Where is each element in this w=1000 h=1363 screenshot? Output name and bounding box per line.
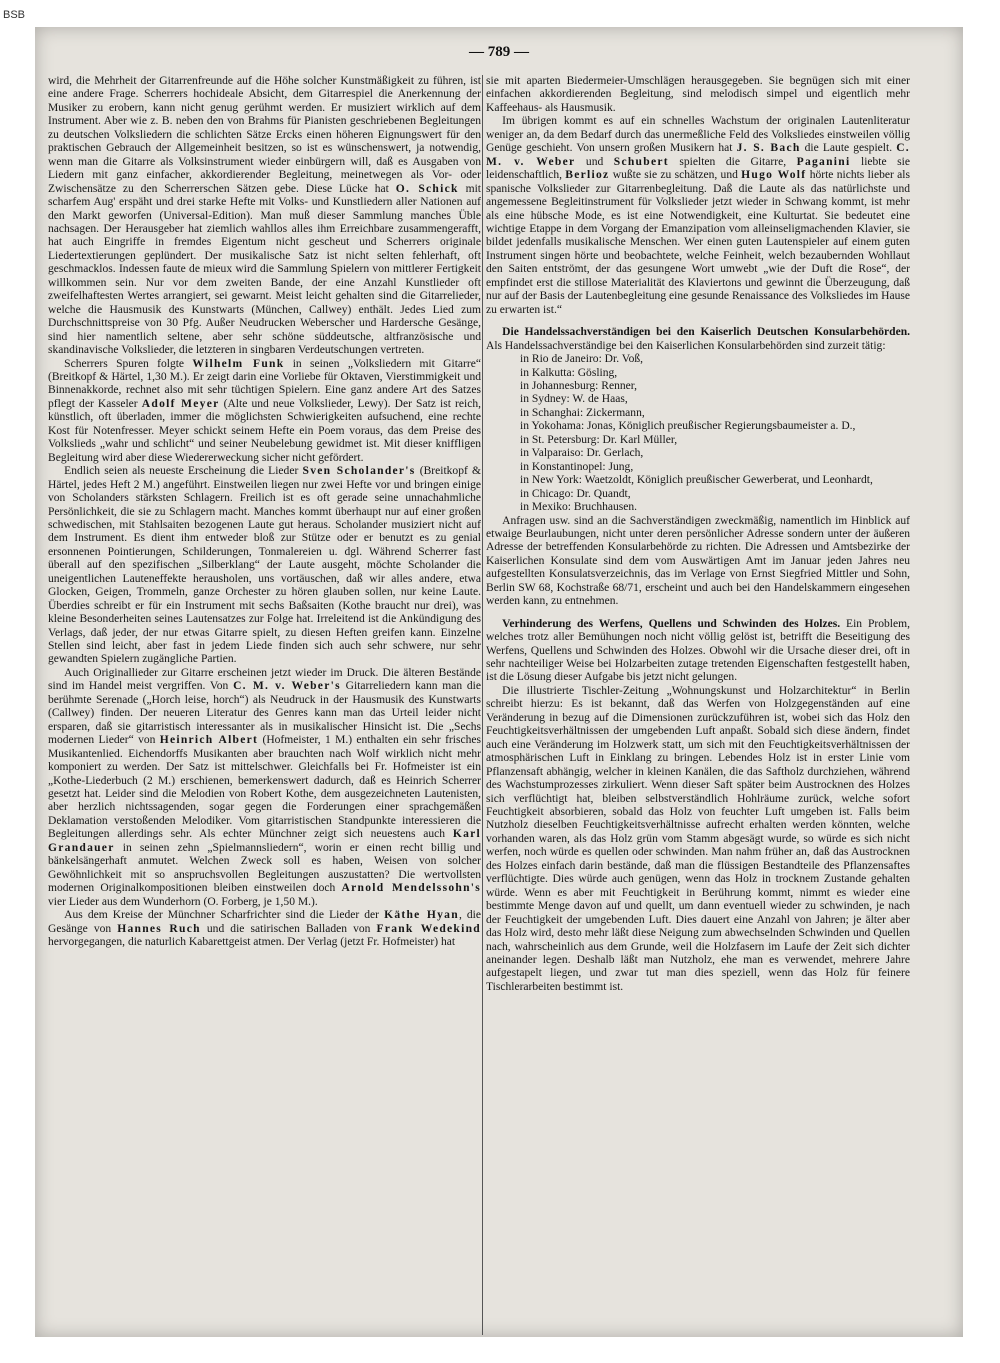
right-column — [486, 75, 910, 994]
column-rule — [482, 75, 483, 1335]
list-item: in Sydney: W. de Haas, — [520, 393, 628, 406]
list-item: in Schanghai: Zickermann, — [520, 406, 645, 419]
paragraph: Endlich seien als neueste Erscheinung die Lieder Sven Scholander's (Breitkopf & Härtel, jedes Heft 2 M.) angeführt. Einstweilen liegen nur zwei Hefte vor und bringen einige von Scholanders stärksten Schlagern. Freilich ist es oft gerade seine unnachahmliche Persönlichkeit, die sie zu Schlagern macht. Manches kommt überhaupt nur auf einer großen schwedischen, mit Stahlsaiten bezogenen Laute gut heraus. Scholander musiziert nicht auf dem Instrument. Es dient ihm entweder bloß zur Stütze oder er benutzt es zu genial ersonnenen Pointierungen, Schilderungen, Tonmalereien u. dgl. Während Scherrer fast überall auf den spezifischen „Silberklang“ der Laute ausgeht, möchte Scholander die uneigentlichen Lauteneffekte herausholen, uns vortäuschen, daß wir alles andere, etwa Glocken, Geigen, Trommeln, ganze Orchester zu hören glauben sollen, nur keine Laute. Überdies schreibt er für ein Instrument mit sechs Baßsaiten (Kothe braucht nur drei), was kleine Besonderheiten seines Lautensatzes zur Folge hat. Irreleitend ist die Ankündigung des Verlags, daß jeder, der nur etwas Gitarre spielt, zu diesen Heften greifen kann. Einzelne Stellen sind leicht, aber fast in jedem Liede finden sich auch sehr schwere, nur sehr gewandten Spielern zugängliche Partien. — [48, 465, 481, 666]
paragraph: Anfragen usw. sind an die Sachverständigen zweckmäßig, namentlich im Hinblick auf etwaige Beurlaubungen, nicht unter deren persönlicher Adresse sondern unter der äußeren Adresse der betreffenden Konsularbehörde zu richten. Die Adressen und Amtsbezirke der Kaiserlichen Konsulate sind dem vom Auswärtigen Amt im Januar jeden Jahres neu aufgestellten Konsulatsverzeichnis, das im Verlage von Ernst Siegfried Mittler und Sohn, Berlin SW 68, Kochstraße 68/71, erscheint und auch bei den Handelskammern eingesehen werden kann, zu entnehmen. — [486, 514, 910, 608]
paragraph: Scherrers Spuren folgte Wilhelm Funk in seinen „Volksliedern mit Gitarre“ (Breitkopf & Härtel, 1,30 M.). Er zeigt darin eine Vorliebe für Oktaven, Vierstimmigkeit und Binnenakkorde, rechnet also mit sehr tüchtigen Spielern. Eine ganz andere Art des Satzes pflegt der Kasseler Adolf Meyer (Alte und neue Volkslieder, Lewy). Der Satz ist reich, künstlich, oft überladen, immer die möglichsten Schwierigkeiten aufsuchend, eine rechte Kost für Notenfresser. Meyer schickt seinem Hefte ein Poem voraus, das dem Preise des Volkslieds „wahr und schlicht“ und seiner Neubelebung gewidmet ist. Mit dieser kniffligen Begleitung wird aber diese Wiedererweckung sicher nicht gefördert. — [48, 357, 482, 464]
left-column — [48, 75, 481, 949]
section-heading: Verhinderung des Werfens, Quellens und Schwinden des Holzes. — [502, 617, 841, 630]
paragraph: sie mit aparten Biedermeier-Umschlägen herausgegeben. Sie begnügen sich mit einer einfachen akkordierenden Begleitung, sind melodisch simpel und eigentlich mehr Kaffeehaus- als Hausmusik. — [486, 75, 910, 114]
paragraph: Aus dem Kreise der Münchner Scharfrichter sind die Lieder der Käthe Hyan, die Gesänge von Hannes Ruch und die satirischen Balladen von Frank Wedekind hervorgegangen, die naturlich Kabarettgeist atmen. Der Verlag (jetzt Fr. Hofmeister) hat — [48, 909, 481, 948]
library-stamp: BSB — [3, 9, 26, 21]
list-item: in Yokohama: Jonas, Königlich preußischer Regierungsbaumeister a. D., — [520, 420, 856, 433]
list-item: in Chicago: Dr. Quandt, — [520, 487, 631, 500]
list-item: in Konstantinopel: Jung, — [520, 460, 634, 473]
list-item: in St. Petersburg: Dr. Karl Müller, — [520, 433, 678, 446]
list-item: in Johannesburg: Renner, — [520, 379, 638, 392]
section-heading: Die Handelssachverständigen bei den Kaiserlich Deutschen Konsularbehörden. — [502, 326, 910, 339]
paragraph: Die illustrierte Tischler-Zeitung „Wohnungskunst und Holzarchitektur“ in Berlin schreibt hierzu: Es ist bekannt, daß das Werfen von Holzgegenständen auf eine Veränderung in bezug auf die Dimensionen zurückzuführen ist, wobei sich das Holz den Feuchtigkeitsverhältnissen der umgebenden Luft anpaßt. Sobald sich diese ändern, findet auch eine Veränderung im Holzwerk statt, um sich mit den Feuchtigkeitsverhältnissen der atmosphärischen Luft in Einklang zu bringen. Lebendes Holz ist in erster Linie vom Pflanzensaft abhängig, welcher in kleinen Kanälen, die das Saftholz durchziehen, während des Wachstumprozesses zirkuliert. Wenn dieser Saft später beim Austrocknen des Holzes sich verflüchtigt hat, bleiben selbstverständlich Hohlräume zurück, welche sofort Feuchtigkeit absorbieren, sobald das Holz von feuchter Luft umgeben ist. Falls beim Nutzholz dieselben Feuchtigkeitsverhältnisse aufrecht erhalten werden könnten, welche vorhanden waren, als das Holz grün vom Stamm abgesägt wurde, so würde es sich nicht werfen, noch würde es quellen oder schwinden. Man nahm früher an, daß das Austrocknen des Holzes einfach darin bestände, daß man die flüssigen Bestandteile des Pflanzensaftes verflüchtigte. Dies würde auch genügen, wenn das Holz in trocknem Zustande gehalten würde. Wenn es aber mit Feuchtigkeit in Berührung kommt, nimmt es wieder eine bestimmte Menge davon auf und quellt, um dann eventuell wieder zu schwinden, je nach der Feuchtigkeit der umgebenden Luft. Dies dauert eine Anzahl von Jahren; je älter aber das Holz wird, desto mehr läßt diese Neigung zum abwechselnden Schwinden und Quellen nach, wahrscheinlich aus dem Grunde, weil die Holzfasern im Laufe der Zeit sich dichter aneinander legen. Deshalb läßt man Nutzholz, ehe man es verwendet, mehrere Jahre aufgestapelt liegen, und zwar tut man dies speziell, wenn das Holz für feinere Tischlerarbeiten bestimmt ist. — [486, 684, 910, 993]
paragraph: wird, die Mehrheit der Gitarrenfreunde auf die Höhe solcher Kunstmäßigkeit zu führen, ist eine andere Frage. Scherrers hochideale Absicht, dem Gitarrespiel die Anerkennung der Musiker zu erobern, kann nicht genug gerühmt werden. Er musiziert wirklich auf dem Instrument. Aber wie z. B. neben den von Brahms für Pianisten geschriebenen Begleitungen zu deutschen Volksliedern die schlichten Sätze Ercks einen höheren Eignungswert für den praktischen Gebrauch der Allgemeinheit besitzen, so ist es wünschenswert, ja notwendig, wenn man die Gitarre als Volksinstrument wieder einbürgern will, daß es Ausgaben von Liedern mit ganz einfacher, akkordierender Begleitung, meinetwegen als Vor- oder Zwischensätze zu den Scherrerschen Sätzen gebe. Diese Lücke hat O. Schick mit scharfem Aug' erspäht und drei starke Hefte mit Volks- und Kunstliedern aller Nationen auf den Markt geworfen (Universal-Edition). Man muß dieser Sammlung manches Üble nachsagen. Der Herausgeber hat ziemlich wahllos alles ihm Erreichbare zusammengerafft, hat auch Eingriffe in fremdes Eigentum nicht gescheut und Scherrers originale Liedertextierungen geplündert. Der musikalische Satz ist nicht selten fehlerhaft, oft geschmacklos. Indessen faute de mieux wird die Sammlung Spielern von mittlerer Fertigkeit willkommen sein. Nur vor dem zweiten Bande, der eine Anzahl Kunstlieder oft zweifelhaftesten Wertes arrangiert, sei gewarnt. Meist leicht gehalten sind die Gitarrelieder, welche die Hausmusik des Kunstwarts (München, Callwey) enthält. Jedes Lied zum Durchschnittspreise von 30 Pfg. Außer Neudrucken Weberscher und Hardersche Gesänge, sind hier namentlich seltene, aber sehr schöne süddeutsche, altfranzösische und skandinavische Volkslieder, die letzteren in singbaren Verdeutschungen vertreten. — [48, 75, 482, 357]
list-item: in Mexiko: Bruchhausen. — [520, 501, 638, 514]
page-number: — 789 — — [469, 44, 529, 60]
paragraph: Im übrigen kommt es auf ein schnelles Wachstum der originalen Lautenliteratur weniger an, da dem Bedarf durch das unermeßliche Feld des Volksliedes einstweilen völlig Genüge geschieht. Von unsern großen Musikern hat J. S. Bach die Laute gespielt. C. M. v. Weber und Schubert spielten die Gitarre, Paganini liebte sie leidenschaftlich, Berlioz wußte sie zu schätzen, und Hugo Wolf hörte nichts lieber als spanische Volkslieder zur Gitarrenbegleitung. Daß die Laute als das natürlichste und angemessene Begleitinstrument für Volkslieder jetzt wieder in Schwang kommt, ist mehr als eine hübsche Mode, es ist eine Notwendigkeit, eine Kulturtat. Sie bedeutet eine wichtige Etappe in dem Vorgang der Emanzipation vom alleinseligmachenden Klavier, sie bildet jedenfalls musikalische Menschen. Wer einen guten Lautenspieler auf einem guten Instrument singen hörte und beobachtete, welche Feinheit, welch bezaubernden Wohllaut den Saiten entströmt, der das gesungene Wort umwebt „wie der Duft die Rose“, der empfindet erst die stillose Materialität des Klaviertons und gewinnt die Überzeugung, daß nur auf der Basis der Lautenbegleitung eine gesunde Renaissance des Volksliedes im Hause zu erwarten ist.“ — [486, 115, 911, 316]
consular-list — [486, 353, 910, 514]
list-item: in Valparaiso: Dr. Gerlach, — [520, 447, 644, 460]
section-consular-experts: Die Handelssachverständigen bei den Kaiserlich Deutschen Konsularbehörden. Als Handelssachverständige bei den Kaiserlichen Konsularbehörden sind zurzeit tätig: — [486, 326, 910, 352]
list-item: in Rio de Janeiro: Dr. Voß, — [520, 353, 644, 366]
list-item: in Kalkutta: Gösling, — [520, 366, 618, 379]
section-wood: Verhinderung des Werfens, Quellens und Schwinden des Holzes. Ein Problem, welches trotz aller Bemühungen noch nicht völlig gelöst ist, betrifft die Beseitigung des Werfens, Quellens und Schwinden des Holzes. Obwohl wir die Ursache dieser drei, oft in sehr nachteiliger Weise bei Holzarbeiten zutage tretenden Eigenschaften festgestellt haben, ist die Lösung dieser Aufgabe bis jetzt nicht gelungen. — [486, 617, 911, 684]
list-item: in New York: Waetzoldt, Königlich preußischer Gewerberat, und Leonhardt, — [520, 474, 873, 487]
paragraph: Auch Originallieder zur Gitarre erscheinen jetzt wieder im Druck. Die älteren Bestände sind im Handel meist vergriffen. Von C. M. v. Weber's Gitarreliedern kann man die berühmte Serenade („Horch leise, horch“) als Neudruck in der Hausmusik des Kunstwarts (Callwey) finden. Der neueren Literatur des Genres kann man das Urteil leider nicht ersparen, daß sie gitarristisch interessanter als in musikalischer Hinsicht ist. Die „Sechs modernen Lieder“ von Heinrich Albert (Hofmeister, 1 M.) enthalten ein sehr frisches Musikantenlied. Eichendorffs Musikanten aber brauchten nach Wolf wirklich nicht mehr komponiert zu werden. Der Satz ist mittelschwer. Gleichfalls bei Fr. Hofmeister ist ein „Kothe-Liederbuch (2 M.) erschienen, bemerkenswert dadurch, daß es Heinrich Scherrer gesetzt hat. Leider sind die Melodien von Robert Kothe, dem ausgezeichneten Lautenisten, aber herzlich nichtssagenden, sogar gegen die Forderungen einer sprachgemäßen Deklamation verstoßenden Melodiker. Vom gitarristischen Standpunkte interessieren die Begleitungen allerdings sehr. Als echter Münchner zeigt sich neuestens auch Karl Grandauer in seinen zehn „Spielmannsliedern“, worin er einen recht billig und bänkelsängerhaft anmutet. Welchen Zweck soll es haben, Weisen von solcher Gewöhnlichkeit mit so anspruchsvollen Begleitungen auszustatten? Die wertvollsten modernen Originalkompositionen bleiben einstweilen doch Arnold Mendelssohn's vier Lieder aus dem Wunderhorn (O. Forberg, je 1,50 M.). — [48, 666, 482, 908]
scanned-page — [35, 27, 963, 1337]
